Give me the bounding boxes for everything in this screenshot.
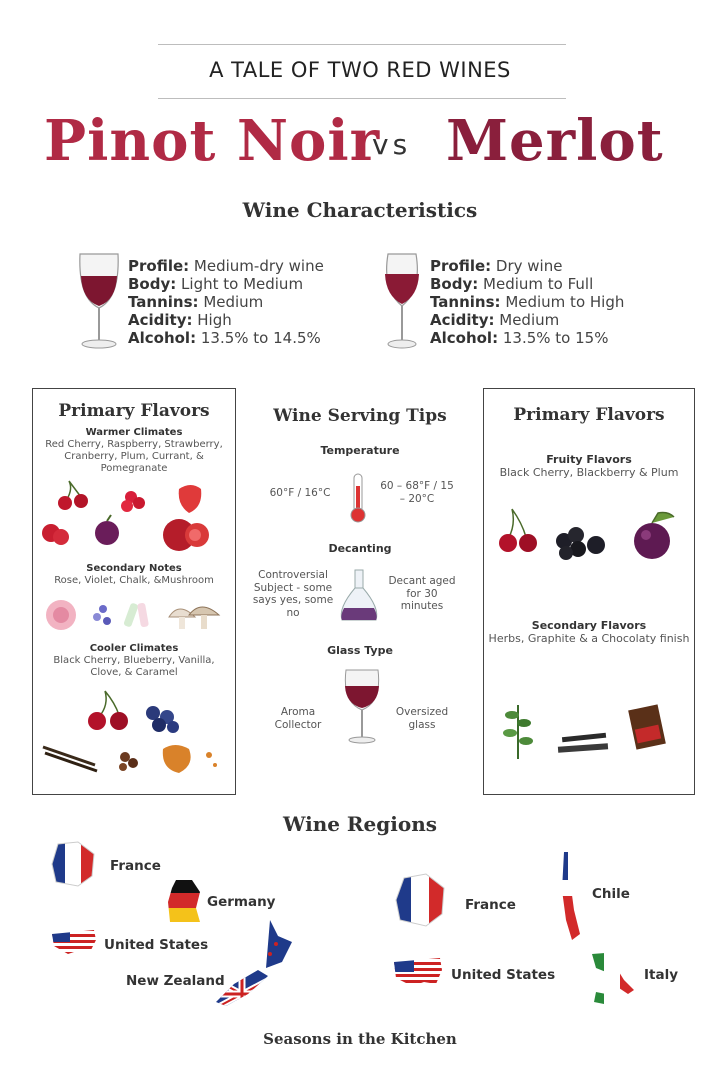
serving-glass-icon — [342, 666, 382, 746]
merlot-specs — [430, 257, 624, 347]
france-flag-icon — [392, 872, 448, 928]
temp-right: 60 – 68°F / 15 – 20°C — [380, 480, 454, 505]
profile-label: Profile: — [430, 257, 492, 275]
pinot-tannins: Medium — [203, 293, 264, 311]
tannins-label: Tannins: — [128, 293, 199, 311]
fruity-flavors-title: Fruity Flavors — [546, 453, 632, 466]
black-fruits-icon — [492, 505, 688, 575]
cool-climates-text: Black Cherry, Blueberry, Vanilla, Clove, & Caramel — [53, 655, 215, 678]
germany-flag-icon — [166, 878, 202, 924]
bottom-rule — [158, 98, 566, 99]
pinot-region-united-states: United States — [104, 937, 209, 953]
usa-flag-icon — [392, 956, 444, 988]
decanting-title: Decanting — [328, 542, 392, 555]
pinot-region-france: France — [110, 858, 161, 874]
temp-left: 60°F / 16°C — [269, 487, 331, 499]
secondary-notes-title: Secondary Notes — [86, 563, 182, 574]
glass-type-title: Glass Type — [327, 644, 393, 657]
decanter-icon — [336, 568, 382, 624]
merlot-region-italy: Italy — [644, 967, 679, 983]
pinot-acidity: High — [197, 311, 232, 329]
france-flag-icon — [48, 840, 98, 888]
chile-flag-icon — [558, 850, 582, 942]
glass-left: Aroma Collector — [274, 706, 322, 731]
rose-violet-chalk-mushroom-icon — [39, 595, 229, 635]
thermometer-icon — [348, 472, 368, 524]
merlot-secondary — [488, 619, 690, 645]
warm-climates — [37, 427, 231, 475]
regions-title: Wine Regions — [282, 812, 437, 836]
pinot-profile: Medium-dry wine — [193, 257, 324, 275]
merlot-glass-icon — [382, 250, 422, 350]
body-label: Body: — [128, 275, 177, 293]
cool-climates-title: Cooler Climates — [89, 643, 179, 654]
merlot-region-france: France — [465, 897, 516, 913]
characteristics-title: Wine Characteristics — [242, 198, 478, 222]
fruity-flavors-text: Black Cherry, Blackberry & Plum — [499, 466, 679, 479]
pinot-region-germany: Germany — [207, 894, 276, 910]
pinot-body: Light to Medium — [181, 275, 304, 293]
body-label: Body: — [430, 275, 479, 293]
red-fruits-icon — [39, 475, 229, 555]
glass-right: Oversized glass — [395, 706, 449, 731]
pinot-specs — [128, 257, 324, 347]
merlot-flavors-box — [483, 388, 695, 795]
alcohol-label: Alcohol: — [430, 329, 499, 347]
acidity-label: Acidity: — [430, 311, 495, 329]
merlot-alcohol: 13.5% to 15% — [502, 329, 609, 347]
merlot-title: Merlot — [446, 108, 664, 174]
fruity-flavors — [488, 453, 690, 479]
secondary-notes — [37, 563, 231, 587]
warm-climates-title: Warmer Climates — [85, 427, 183, 438]
footer-brand: Seasons in the Kitchen — [263, 1030, 457, 1048]
italy-flag-icon — [588, 950, 636, 1006]
top-rule — [158, 44, 566, 45]
dark-fruits-spices-icon — [39, 689, 229, 785]
decant-right: Decant aged for 30 minutes — [388, 575, 456, 612]
pinot-flavors-title: Primary Flavors — [58, 401, 210, 421]
merlot-acidity: Medium — [499, 311, 560, 329]
pinot-glass-icon — [76, 250, 122, 350]
serving-tips-title: Wine Serving Tips — [273, 406, 447, 426]
pinot-alcohol: 13.5% to 14.5% — [200, 329, 321, 347]
decant-left: Controversial Subject - some says yes, some no — [252, 569, 334, 619]
acidity-label: Acidity: — [128, 311, 193, 329]
pinot-noir-title: Pinot Noir — [44, 108, 381, 174]
merlot-profile: Dry wine — [495, 257, 563, 275]
pinot-region-new-zealand: New Zealand — [126, 973, 225, 989]
new-zealand-flag-icon — [212, 918, 296, 1010]
tannins-label: Tannins: — [430, 293, 501, 311]
warm-climates-text: Red Cherry, Raspberry, Strawberry, Cranberry, Plum, Currant, & Pomegranate — [45, 439, 223, 474]
cool-climates — [37, 643, 231, 679]
herbs-graphite-chocolate-icon — [498, 695, 684, 767]
merlot-secondary-title: Secondary Flavors — [531, 619, 647, 632]
merlot-flavors-title: Primary Flavors — [513, 405, 665, 425]
merlot-region-chile: Chile — [592, 886, 630, 902]
vs-label: vs — [372, 128, 412, 161]
secondary-notes-text: Rose, Violet, Chalk, &Mushroom — [54, 575, 214, 586]
merlot-tannins: Medium to High — [505, 293, 625, 311]
profile-label: Profile: — [128, 257, 190, 275]
temperature-title: Temperature — [320, 444, 400, 457]
pinot-flavors-box — [32, 388, 236, 795]
merlot-region-united-states: United States — [451, 967, 556, 983]
merlot-body: Medium to Full — [483, 275, 594, 293]
merlot-secondary-text: Herbs, Graphite & a Chocolaty finish — [488, 632, 690, 645]
kicker-title: A TALE OF TWO RED WINES — [209, 58, 511, 82]
alcohol-label: Alcohol: — [128, 329, 197, 347]
usa-flag-icon — [50, 928, 98, 956]
